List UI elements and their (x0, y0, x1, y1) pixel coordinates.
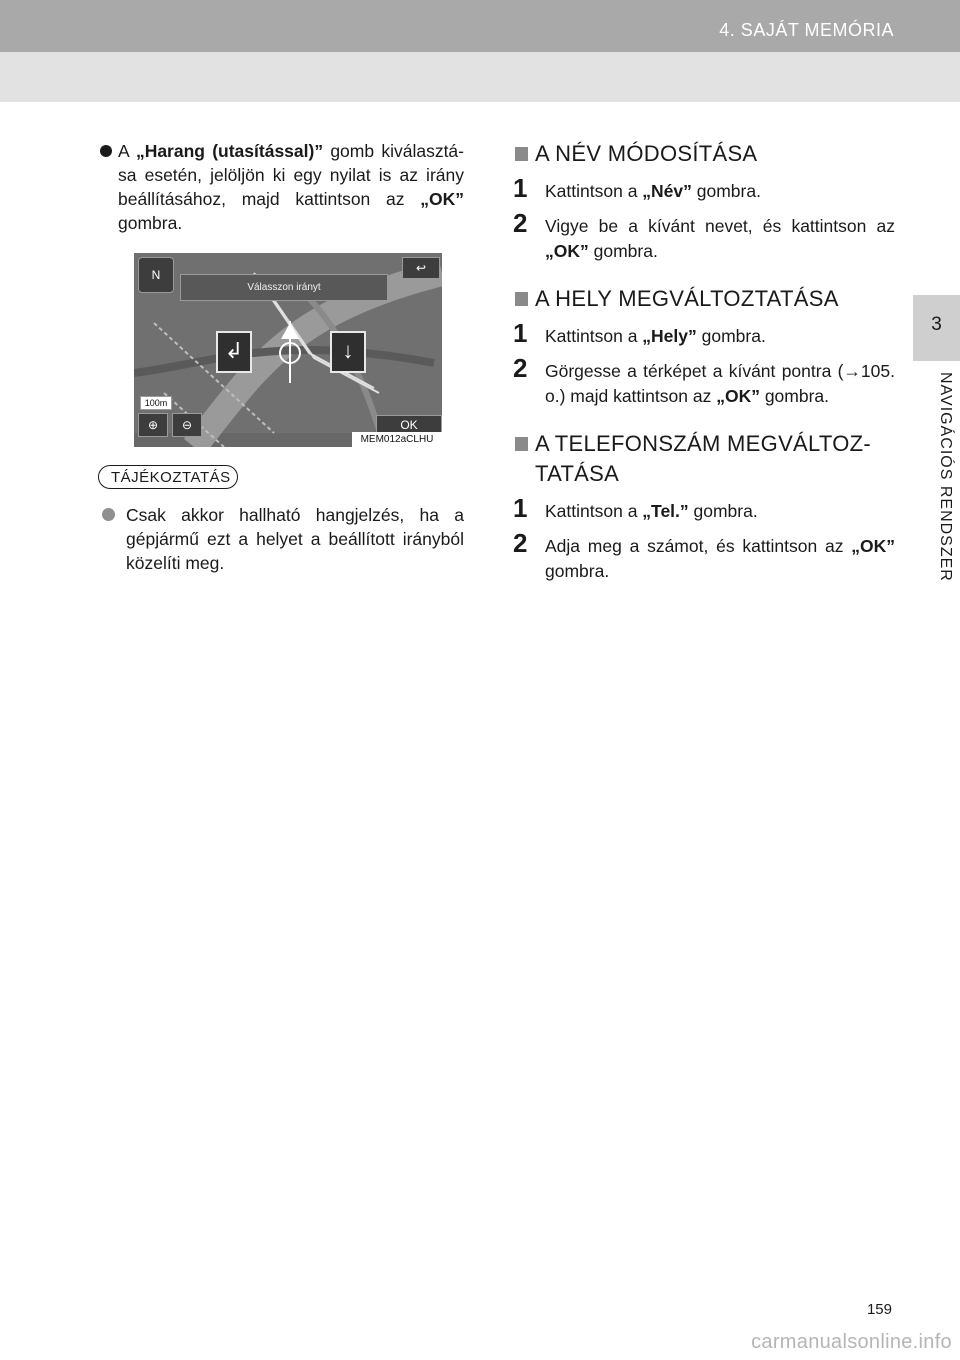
watermark: carmanualsonline.info (751, 1331, 952, 1353)
step-text-post: gombra. (688, 501, 758, 521)
section-change-location (515, 284, 895, 409)
step (513, 493, 895, 524)
step-text: Adja meg a számot, és kattintson az (545, 536, 852, 556)
step-text: Kattintson a (545, 501, 643, 521)
step-number: 1 (513, 173, 528, 203)
section-title: A HELY MEGVÁLTOZTATÁSA (535, 286, 839, 311)
step-text-post: gombra. (588, 241, 658, 261)
section-square-icon (515, 292, 528, 306)
step-button-name: „Hely” (642, 326, 697, 346)
step-text: Vigye be a kívánt nevet, és kattintson az (545, 216, 895, 236)
map-scale: 100m (140, 396, 172, 410)
step-button-name: „OK” (716, 386, 760, 406)
step (513, 528, 895, 584)
step (513, 318, 895, 349)
step-number: 1 (513, 318, 528, 348)
navigation-screenshot (134, 253, 442, 447)
section-heading (515, 284, 895, 314)
step-text-post: gombra. (759, 386, 830, 406)
step-number: 2 (513, 528, 528, 558)
chapter-side-label: NAVIGÁCIÓS RENDSZER (937, 372, 954, 582)
right-column (515, 139, 895, 604)
bullet-text-mid: gomb kiválasztá-sa esetén, jelöljön ki egy nyilat is az irány beállításához, majd kattintson az (118, 141, 464, 209)
header-bar (0, 0, 960, 52)
step-text: Kattintson a (545, 181, 643, 201)
step (513, 208, 895, 264)
left-column (98, 139, 464, 575)
section-change-phone (515, 429, 895, 584)
bullet-text-post: gombra. (118, 213, 183, 233)
header-subbar (0, 52, 960, 102)
step-button-name: „OK” (545, 241, 589, 261)
zoom-out-icon[interactable]: ⊖ (172, 413, 202, 437)
section-heading (515, 139, 895, 169)
step-text-post: gombra. (691, 181, 761, 201)
tip-dot-icon (102, 508, 115, 521)
step-button-name: „OK” (851, 536, 895, 556)
map-instruction-banner: Válasszon irányt (180, 274, 388, 301)
step-button-name: „Név” (642, 181, 692, 201)
image-code: MEM012aCLHU (352, 432, 442, 447)
section-title: A NÉV MÓDOSÍTÁSA (535, 141, 758, 166)
section-square-icon (515, 437, 528, 451)
tip-badge: TÁJÉKOZTATÁS (98, 465, 238, 489)
step-number: 1 (513, 493, 528, 523)
step (513, 353, 895, 409)
tip-paragraph (98, 503, 464, 575)
step-button-name: „Tel.” (642, 501, 689, 521)
step-text-post: gombra. (696, 326, 766, 346)
bullet-ok-label: „OK” (420, 189, 464, 209)
zoom-in-icon[interactable]: ⊕ (138, 413, 168, 437)
direction-arrow-left-icon[interactable]: ↲ (216, 331, 252, 373)
bullet-paragraph (98, 139, 464, 235)
step-text: Görgesse a térképet a kívánt pontra (→105. o.) majd kattintson az (545, 361, 895, 406)
section-heading (515, 429, 895, 489)
step (513, 173, 895, 204)
back-arrow-icon[interactable]: ↩ (402, 257, 440, 279)
page-number: 159 (866, 1301, 892, 1318)
section-rename (515, 139, 895, 264)
section-title: A TELEFONSZÁM MEGVÁLTOZ-TATÁSA (535, 431, 872, 486)
tip-text: Csak akkor hallható hangjelzés, ha a gépjármű ezt a helyet a beállított irányból közelíti meg. (126, 505, 464, 573)
bullet-bold-button-name: „Harang (utasítással)” (135, 141, 324, 161)
compass-icon[interactable]: N (138, 257, 174, 293)
step-text-post: gombra. (545, 561, 610, 581)
bullet-text-pre: A (118, 141, 136, 161)
ok-button[interactable]: OK (376, 415, 442, 435)
step-number: 2 (513, 353, 528, 383)
step-text: Kattintson a (545, 326, 643, 346)
direction-arrow-down-icon[interactable]: ↓ (330, 331, 366, 373)
chapter-title: 4. SAJÁT MEMÓRIA (719, 20, 894, 40)
step-number: 2 (513, 208, 528, 238)
section-square-icon (515, 147, 528, 161)
bullet-dot-icon (100, 145, 112, 157)
chapter-number: 3 (931, 314, 942, 335)
chapter-tab (913, 295, 960, 361)
